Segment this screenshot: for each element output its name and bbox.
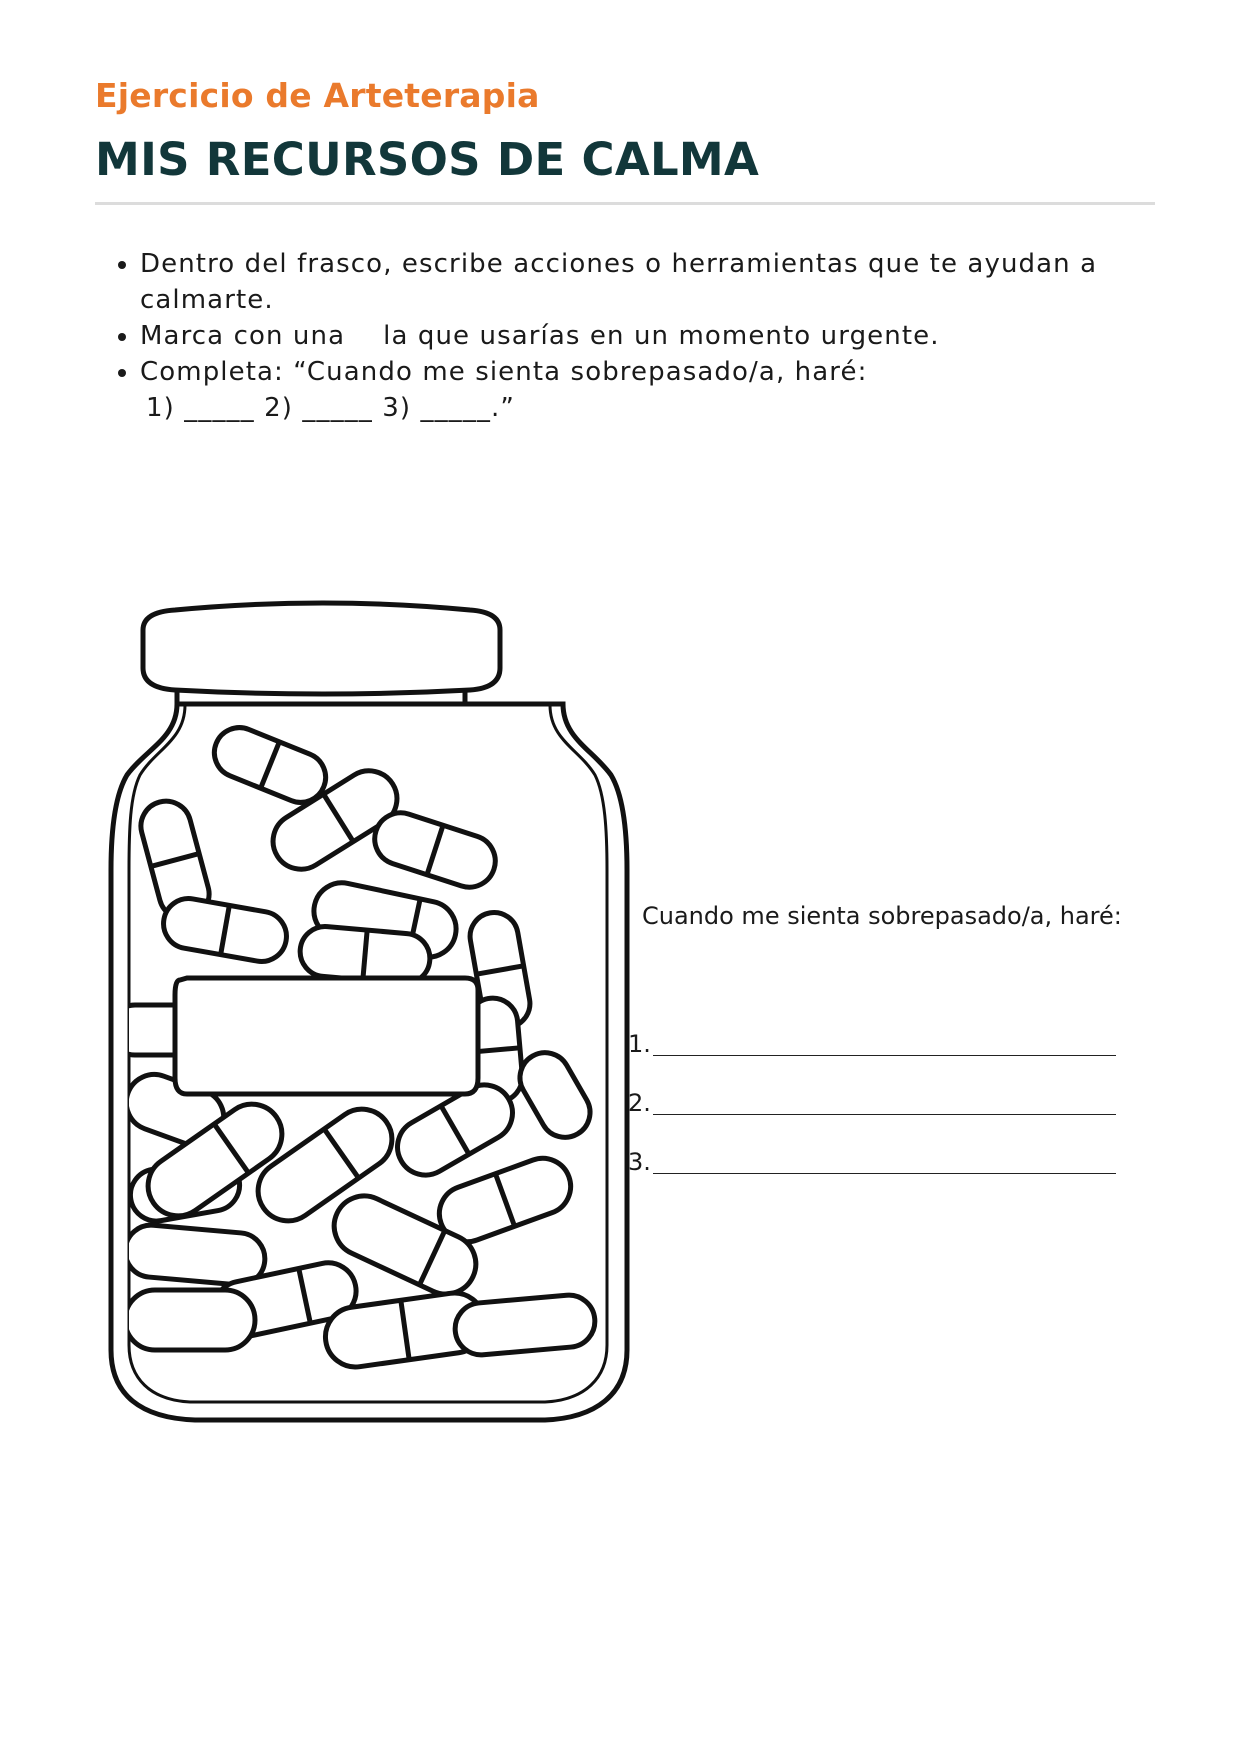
answer-number: 2. [628, 1089, 651, 1117]
worksheet-subtitle: Ejercicio de Arteterapia [95, 76, 540, 115]
instruction-item-3 [140, 354, 1150, 426]
header-divider [95, 202, 1155, 205]
worksheet-title: MIS RECURSOS DE CALMA [95, 133, 760, 186]
instruction-text-3: Completa: “Cuando me sienta sobrepasado/a, haré: [140, 357, 868, 387]
instruction-item-1 [140, 246, 1150, 318]
calm-prompt: Cuando me sienta sobrepasado/a, haré: [642, 902, 1122, 930]
answer-number: 3. [628, 1148, 651, 1176]
instruction-text-2-end: la que usarías en un momento urgente. [383, 321, 940, 351]
answer-line-2[interactable] [628, 1079, 1116, 1115]
instructions-list [110, 246, 1150, 426]
jar-of-capsules-icon [105, 600, 635, 1450]
answer-number: 1. [628, 1030, 651, 1058]
answer-line-3[interactable] [628, 1138, 1116, 1174]
answer-rule [653, 1149, 1116, 1174]
instruction-blanks: 1) _____ 2) _____ 3) _____.” [146, 393, 515, 423]
instruction-text-1: Dentro del frasco, escribe acciones o herramientas que te ayudan a calmarte. [140, 249, 1098, 315]
instruction-item-2 [140, 318, 1150, 354]
answer-rule [653, 1031, 1116, 1056]
instruction-text-2-start: Marca con una [140, 321, 346, 351]
jar-lid [143, 603, 500, 694]
jar-label [175, 978, 478, 1094]
answer-line-1[interactable] [628, 1020, 1116, 1056]
answer-rule [653, 1090, 1116, 1115]
